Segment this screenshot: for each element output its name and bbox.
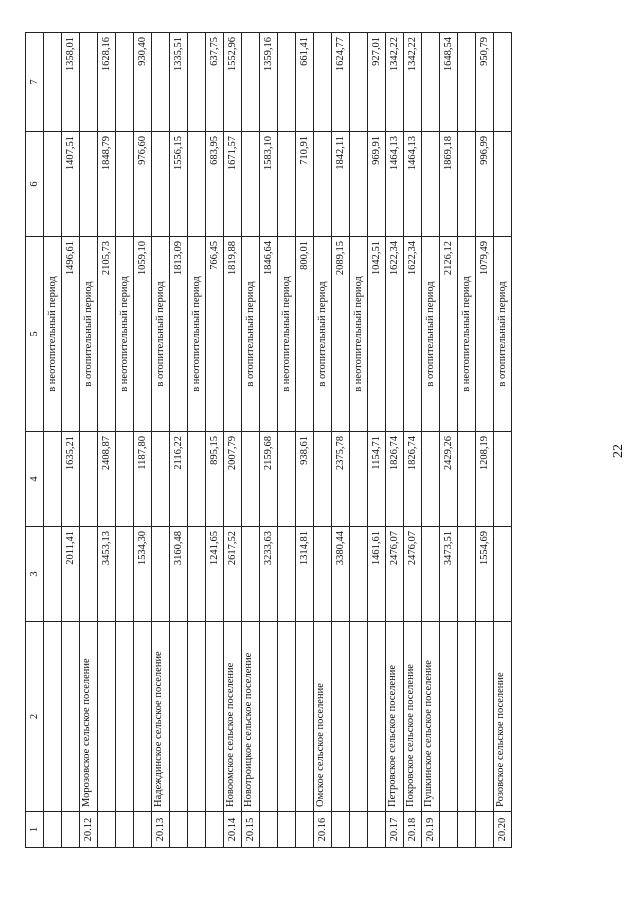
value-row [206,33,224,848]
empty-cell [332,622,350,812]
value-cell: 1826,74 [386,432,404,527]
value-cell: 2126,12 [440,237,458,432]
value-cell: 895,15 [206,432,224,527]
value-cell: 2105,73 [98,237,116,432]
empty-cell [188,132,206,237]
empty-cell [80,132,98,237]
table-body [44,33,512,848]
settlement-name-cell [116,622,134,812]
empty-cell [458,432,476,527]
empty-cell [422,33,440,132]
col-header-6: 6 [26,132,44,237]
value-row [260,33,278,848]
value-cell: 1464,13 [386,132,404,237]
value-cell: 1846,64 [260,237,278,432]
value-cell: 710,91 [296,132,314,237]
settlement-name-cell: Надеждинское сельское поселение [152,622,170,812]
value-cell: 2408,87 [98,432,116,527]
period-label: в неотопительный период [458,237,476,432]
value-cell: 2011,41 [62,527,80,622]
settlement-name-cell [188,622,206,812]
value-cell: 1464,13 [404,132,422,237]
value-row [332,33,350,848]
value-cell: 1648,54 [440,33,458,132]
value-cell: 1059,10 [134,237,152,432]
value-cell: 1671,57 [224,132,242,237]
value-cell: 637,75 [206,33,224,132]
empty-cell [188,527,206,622]
row-number-cell [278,812,296,848]
period-row [116,33,134,848]
col-header-2: 2 [26,622,44,812]
col-header-1: 1 [26,812,44,848]
value-cell: 1208,19 [476,432,494,527]
value-cell: 1358,01 [62,33,80,132]
empty-cell [134,812,152,848]
empty-cell [206,812,224,848]
value-cell: 1552,96 [224,33,242,132]
row-number-cell: 20.18 [404,812,422,848]
empty-cell [458,132,476,237]
settlement-name-cell: Омское сельское поселение [314,622,332,812]
value-cell: 976,60 [134,132,152,237]
value-cell: 1042,51 [368,237,386,432]
empty-cell [278,432,296,527]
empty-cell [242,33,260,132]
settlement-name-cell: Пушкинское сельское поселение [422,622,440,812]
empty-cell [152,527,170,622]
empty-cell [422,527,440,622]
value-cell: 2429,26 [440,432,458,527]
period-label: в отопительный период [314,237,332,432]
value-cell: 1554,69 [476,527,494,622]
value-row [98,33,116,848]
value-cell: 1869,18 [440,132,458,237]
page-number: 22 [611,444,626,458]
empty-cell [314,33,332,132]
value-cell: 1241,65 [206,527,224,622]
empty-cell [98,622,116,812]
period-label: в отопительный период [242,237,260,432]
value-cell: 766,45 [206,237,224,432]
period-row [152,33,170,848]
empty-cell [206,622,224,812]
value-cell: 938,61 [296,432,314,527]
empty-cell [116,527,134,622]
period-label: в отопительный период [80,237,98,432]
period-row [422,33,440,848]
value-cell: 2159,68 [260,432,278,527]
value-cell: 1314,81 [296,527,314,622]
settlement-name-cell: Новоомское сельское поселение [224,622,242,812]
empty-cell [170,622,188,812]
value-cell: 1407,51 [62,132,80,237]
empty-cell [296,622,314,812]
empty-cell [242,432,260,527]
value-cell: 1583,10 [260,132,278,237]
period-row [494,33,512,848]
settlement-name-cell: Розовское сельское поселение [494,622,512,812]
empty-cell [458,33,476,132]
empty-cell [422,132,440,237]
value-cell: 3453,13 [98,527,116,622]
value-cell: 661,41 [296,33,314,132]
value-cell: 683,95 [206,132,224,237]
value-cell: 3160,48 [170,527,188,622]
col-header-7: 7 [26,33,44,132]
value-cell: 1624,77 [332,33,350,132]
value-row [134,33,152,848]
value-cell: 1187,80 [134,432,152,527]
value-row [62,33,80,848]
value-cell: 1628,16 [98,33,116,132]
value-cell: 1842,11 [332,132,350,237]
value-cell: 1154,71 [368,432,386,527]
empty-cell [260,812,278,848]
empty-cell [116,132,134,237]
period-label: в неотопительный период [44,237,62,432]
empty-cell [62,812,80,848]
value-cell: 969,91 [368,132,386,237]
settlement-name-cell: Покровское сельское поселение [404,622,422,812]
empty-cell [314,432,332,527]
value-row [476,33,494,848]
period-row [80,33,98,848]
value-cell: 2476,07 [386,527,404,622]
period-label: в неотопительный период [350,237,368,432]
value-cell: 1342,22 [386,33,404,132]
empty-cell [368,622,386,812]
empty-cell [152,132,170,237]
header-row [26,33,44,848]
empty-cell [242,527,260,622]
empty-cell [368,812,386,848]
value-cell: 930,40 [134,33,152,132]
empty-cell [134,622,152,812]
row-number-cell: 20.14 [224,812,242,848]
empty-cell [278,132,296,237]
col-header-4: 4 [26,432,44,527]
value-cell: 1819,88 [224,237,242,432]
value-cell: 2007,79 [224,432,242,527]
value-cell: 1496,61 [62,237,80,432]
empty-cell [44,527,62,622]
row-number-cell: 20.15 [242,812,260,848]
value-cell: 2617,52 [224,527,242,622]
empty-cell [278,527,296,622]
period-row [188,33,206,848]
value-row [170,33,188,848]
empty-cell [242,132,260,237]
value-cell: 1826,74 [404,432,422,527]
empty-cell [476,622,494,812]
value-row [296,33,314,848]
period-label: в неотопительный период [188,237,206,432]
empty-cell [350,527,368,622]
empty-cell [260,622,278,812]
row-number-cell [188,812,206,848]
empty-cell [80,432,98,527]
period-label: в отопительный период [152,237,170,432]
value-row [386,33,404,848]
empty-cell [188,33,206,132]
period-label: в отопительный период [422,237,440,432]
empty-cell [314,527,332,622]
empty-cell [152,33,170,132]
empty-cell [458,527,476,622]
value-cell: 1335,51 [170,33,188,132]
empty-cell [44,33,62,132]
period-row [242,33,260,848]
value-cell: 927,01 [368,33,386,132]
row-number-cell [458,812,476,848]
settlement-name-cell [278,622,296,812]
empty-cell [62,622,80,812]
period-label: в неотопительный период [278,237,296,432]
col-header-3: 3 [26,527,44,622]
value-cell: 3473,51 [440,527,458,622]
value-cell: 1848,79 [98,132,116,237]
row-number-cell: 20.20 [494,812,512,848]
value-cell: 1079,49 [476,237,494,432]
settlement-name-cell [458,622,476,812]
value-cell: 1359,16 [260,33,278,132]
value-row [404,33,422,848]
value-row [224,33,242,848]
period-row [314,33,332,848]
period-row [350,33,368,848]
empty-cell [152,432,170,527]
empty-cell [314,132,332,237]
empty-cell [494,33,512,132]
value-row [440,33,458,848]
rotated-table-wrapper [25,33,550,848]
value-cell: 1622,34 [386,237,404,432]
value-cell: 800,01 [296,237,314,432]
col-header-5: 5 [26,237,44,432]
empty-cell [296,812,314,848]
settlement-name-cell: Морозовское сельское поселение [80,622,98,812]
empty-cell [494,132,512,237]
empty-cell [494,432,512,527]
settlement-name-cell: Новотроицкое сельское поселение [242,622,260,812]
empty-cell [350,33,368,132]
value-row [368,33,386,848]
value-cell: 2476,07 [404,527,422,622]
settlement-name-cell [44,622,62,812]
period-label: в неотопительный период [116,237,134,432]
value-cell: 1635,21 [62,432,80,527]
settlement-name-cell: Петровское сельское поселение [386,622,404,812]
value-cell: 2375,78 [332,432,350,527]
value-cell: 1534,30 [134,527,152,622]
settlement-name-cell [350,622,368,812]
empty-cell [332,812,350,848]
value-cell: 1342,22 [404,33,422,132]
value-cell: 1461,61 [368,527,386,622]
value-cell: 996,99 [476,132,494,237]
value-cell: 1622,34 [404,237,422,432]
empty-cell [476,812,494,848]
empty-cell [350,132,368,237]
empty-cell [80,527,98,622]
row-number-cell: 20.17 [386,812,404,848]
value-cell: 1813,09 [170,237,188,432]
empty-cell [350,432,368,527]
empty-cell [494,527,512,622]
empty-cell [440,812,458,848]
empty-cell [80,33,98,132]
period-row [278,33,296,848]
row-number-cell: 20.19 [422,812,440,848]
empty-cell [278,33,296,132]
row-number-cell: 20.13 [152,812,170,848]
empty-cell [98,812,116,848]
value-cell: 2089,15 [332,237,350,432]
empty-cell [170,812,188,848]
period-row [458,33,476,848]
value-cell: 2116,22 [170,432,188,527]
empty-cell [44,132,62,237]
value-cell: 950,79 [476,33,494,132]
value-cell: 3233,63 [260,527,278,622]
tariff-table [25,32,512,848]
value-cell: 3380,44 [332,527,350,622]
row-number-cell: 20.16 [314,812,332,848]
empty-cell [188,432,206,527]
row-number-cell: 20.12 [80,812,98,848]
value-cell: 1556,15 [170,132,188,237]
period-row [44,33,62,848]
row-number-cell [116,812,134,848]
empty-cell [440,622,458,812]
period-label: в отопительный период [494,237,512,432]
empty-cell [422,432,440,527]
empty-cell [44,432,62,527]
empty-cell [116,432,134,527]
row-number-cell [350,812,368,848]
empty-cell [116,33,134,132]
row-number-cell [44,812,62,848]
